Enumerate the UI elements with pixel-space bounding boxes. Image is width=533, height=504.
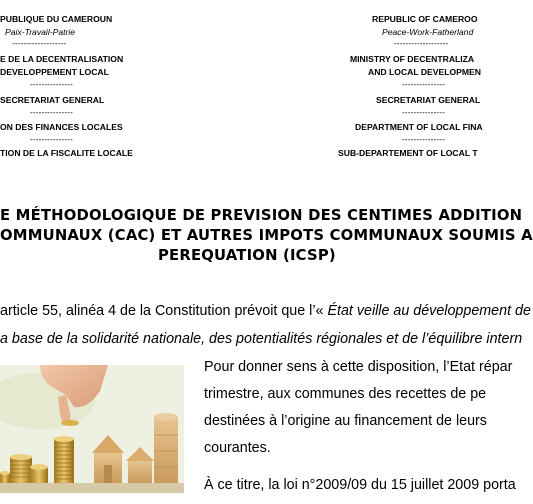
header-right-republic: REPUBLIC OF CAMEROO bbox=[372, 14, 478, 24]
header-left-ministry-line1: E DE LA DECENTRALISATION bbox=[0, 54, 124, 64]
coins-houses-illustration bbox=[0, 365, 184, 493]
header-right-separator: --------------- bbox=[402, 80, 445, 89]
paragraph-1-quote: État veille au développement de bbox=[327, 303, 531, 319]
header-left-separator: --------------- bbox=[30, 80, 73, 89]
document-title-line1: E MÉTHODOLOGIQUE DE PREVISION DES CENTIMES ADDITION bbox=[0, 207, 523, 224]
header-right-secretariat: SECRETARIAT GENERAL bbox=[376, 95, 481, 105]
header-right-subdepartment: SUB-DEPARTEMENT OF LOCAL T bbox=[338, 148, 478, 158]
header-left-separator: --------------- bbox=[30, 108, 73, 117]
document-title-line3: PEREQUATION (ICSP) bbox=[158, 247, 336, 264]
header-left-subdirection: TION DE LA FISCALITE LOCALE bbox=[0, 148, 133, 158]
document-title-line2: OMMUNAUX (CAC) ET AUTRES IMPOTS COMMUNAUX SOUMIS A bbox=[0, 227, 533, 244]
header-right-department: DEPARTMENT OF LOCAL FINA bbox=[355, 122, 483, 132]
header-left-direction: ON DES FINANCES LOCALES bbox=[0, 122, 123, 132]
paragraph-2-line-2: trimestre, aux communes des recettes de pe bbox=[204, 386, 487, 402]
header-right-motto: Peace-Work-Fatherland bbox=[382, 27, 474, 37]
paragraph-1-line-2: a base de la solidarité nationale, des potentialités régionales et de l’équilibre intern bbox=[0, 331, 523, 347]
paragraph-1-text: article 55, alinéa 4 de la Constitution prévoit que l’« bbox=[0, 303, 328, 319]
header-right-separator: --------------- bbox=[402, 135, 445, 144]
paragraph-3-line-1: À ce titre, la loi n°2009/09 du 15 juillet 2009 porta bbox=[204, 477, 516, 493]
coins-houses-illustration-graphic bbox=[0, 365, 184, 493]
header-left-separator: ------------------- bbox=[12, 39, 67, 48]
paragraph-2-line-3: destinées à l’origine au financement de leurs bbox=[204, 413, 487, 429]
paragraph-2-line-4: courantes. bbox=[204, 440, 271, 456]
paragraph-2-line-1: Pour donner sens à cette disposition, l’Etat répar bbox=[204, 359, 513, 375]
header-left-ministry-line2: DEVELOPPEMENT LOCAL bbox=[0, 67, 109, 77]
header-left-separator: --------------- bbox=[30, 135, 73, 144]
header-right-separator: --------------- bbox=[402, 108, 445, 117]
header-right-separator: ------------------- bbox=[394, 39, 449, 48]
header-right-ministry-line2: AND LOCAL DEVELOPMEN bbox=[368, 67, 481, 77]
header-left-secretariat: SECRETARIAT GENERAL bbox=[0, 95, 105, 105]
header-right-ministry-line1: MINISTRY OF DECENTRALIZA bbox=[350, 54, 475, 64]
header-left-motto: Paix-Travail-Patrie bbox=[5, 27, 76, 37]
paragraph-1-line-1 bbox=[0, 304, 531, 318]
header-left-republic: PUBLIQUE DU CAMEROUN bbox=[0, 14, 113, 24]
